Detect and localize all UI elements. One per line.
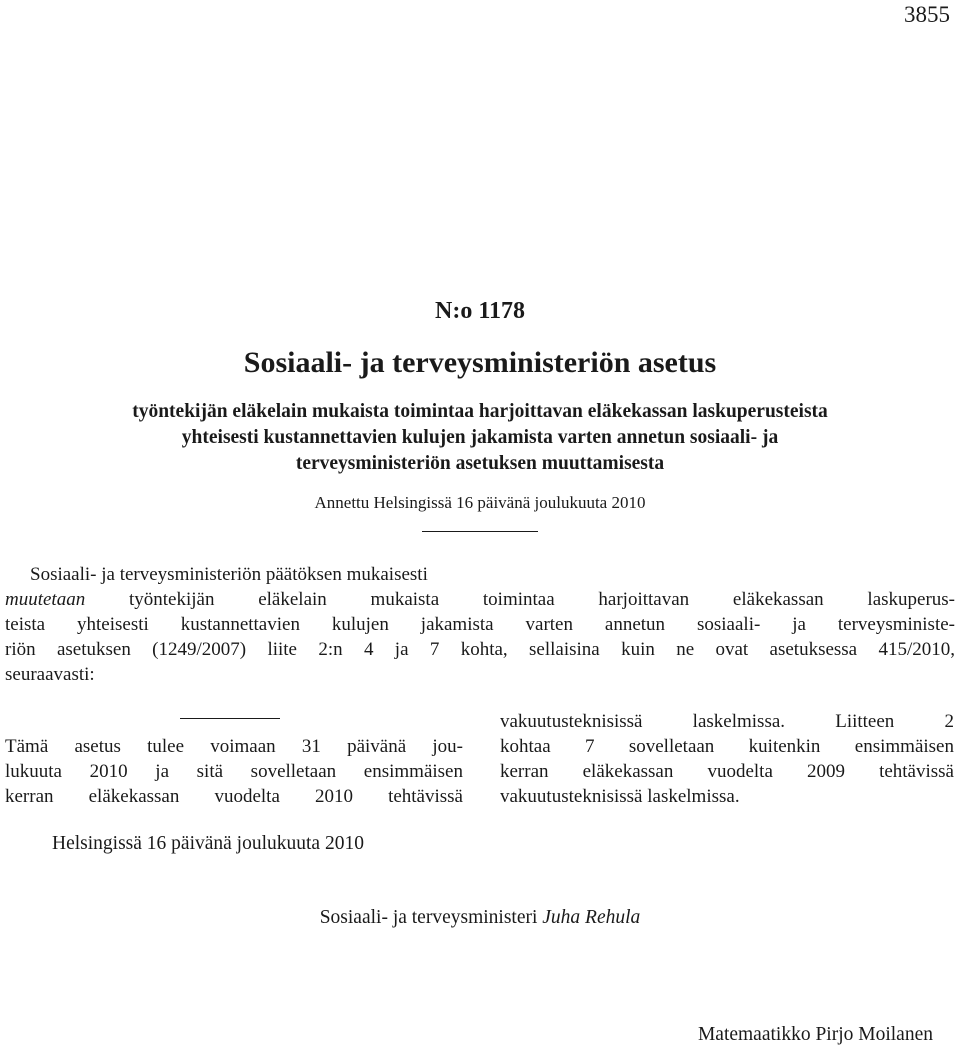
minister-title: Sosiaali- ja terveysministeri: [319, 907, 543, 928]
signing-place-date: Helsingissä 16 päivänä joulukuuta 2010: [52, 833, 364, 854]
page-number: 3855: [904, 2, 950, 27]
paragraph-line: riön asetuksen (1249/2007) liite 2:n 4 ja 7 kohta, sellaisina kuin ne ovat asetuksessa 415/2010,: [5, 639, 955, 660]
entry-into-force-left-column: [5, 734, 463, 809]
paragraph-line: seuraavasti:: [5, 664, 95, 685]
paragraph-line-rest: työntekijän eläkelain mukaista toimintaa harjoittavan eläkekassan laskuperus-: [85, 589, 955, 610]
minister-name: Juha Rehula: [542, 907, 641, 928]
official-signature: Matemaatikko Pirjo Moilanen: [697, 1024, 933, 1045]
column-line: kerran eläkekassan vuodelta 2009 tehtävissä: [500, 761, 954, 782]
entry-into-force-right-column: [500, 709, 954, 809]
statute-number: N:o 1178: [435, 298, 525, 324]
column-line: kohtaa 7 sovelletaan kuitenkin ensimmäisen: [500, 736, 954, 757]
given-date-line: Annettu Helsingissä 16 päivänä joulukuuta 2010: [314, 493, 646, 512]
amendment-paragraph: [5, 587, 955, 687]
column-line: vakuutusteknisissä laskelmissa. Liitteen 2: [500, 711, 954, 732]
document-title: Sosiaali- ja terveysministeriön asetus: [243, 346, 717, 379]
paragraph-line: teista yhteisesti kustannettavien kulujen jakamista varten annetun sosiaali- ja terveysministe-: [5, 614, 955, 635]
enactment-clause: Sosiaali- ja terveysministeriön päätöksen mukaisesti: [30, 564, 428, 585]
divider-rule: [422, 531, 538, 532]
minister-signature: [0, 907, 960, 929]
divider-rule: [180, 718, 280, 719]
subtitle-line: yhteisesti kustannettavien kulujen jakamista varten annetun sosiaali- ja: [181, 427, 779, 448]
document-subtitle: [0, 399, 960, 477]
emphasis-word: muutetaan: [5, 589, 86, 610]
paragraph-line: [5, 587, 955, 612]
column-line: Tämä asetus tulee voimaan 31 päivänä jou-: [5, 736, 463, 757]
subtitle-line: terveysministeriön asetuksen muuttamisesta: [295, 453, 665, 474]
column-line: lukuuta 2010 ja sitä sovelletaan ensimmäisen: [5, 761, 463, 782]
subtitle-line: työntekijän eläkelain mukaista toimintaa harjoittavan eläkekassan laskuperusteista: [132, 401, 828, 422]
column-line: vakuutusteknisissä laskelmissa.: [500, 786, 740, 807]
column-line: kerran eläkekassan vuodelta 2010 tehtävissä: [5, 786, 463, 807]
